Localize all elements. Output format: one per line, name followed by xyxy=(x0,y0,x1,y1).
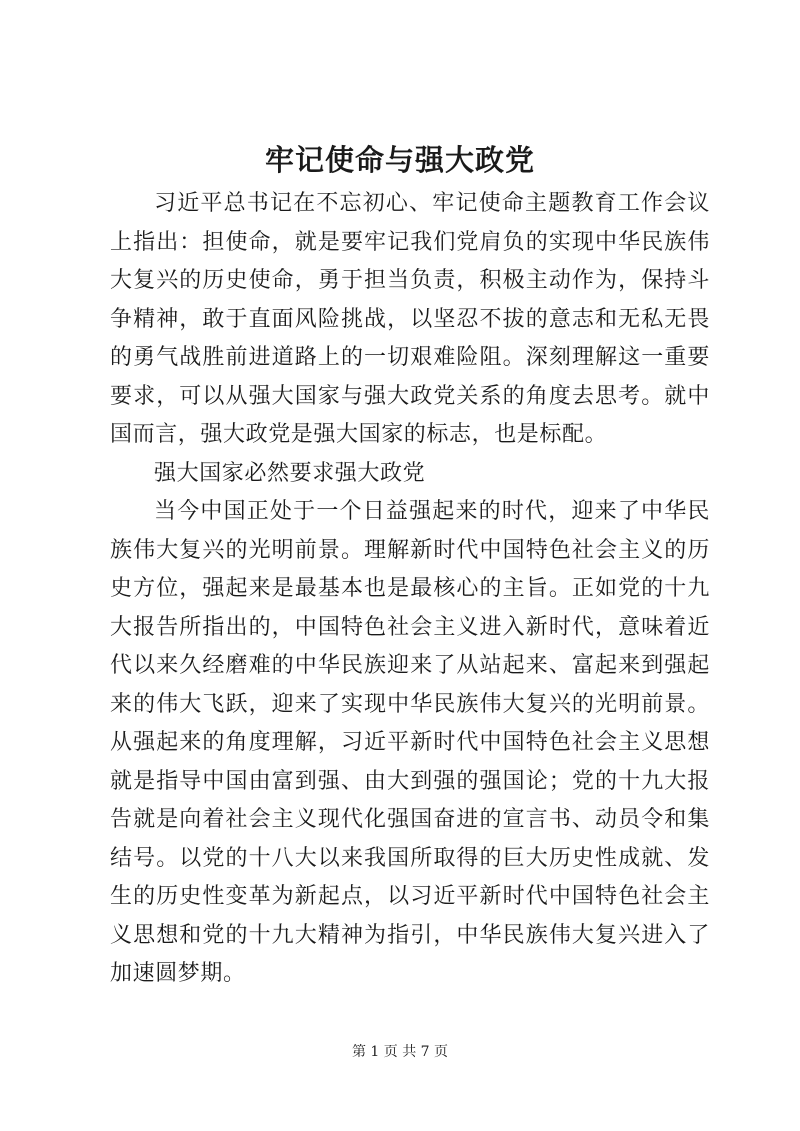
section-heading: 强大国家必然要求强大政党 xyxy=(154,460,426,486)
page-number-footer: 第 1 页 共 7 页 xyxy=(351,1044,449,1060)
paragraph-intro: 习近平总书记在不忘初心、牢记使命主题教育工作会议上指出：担使命，就是要牢记我们党肩负的实现中华民族伟大复兴的历史使命，勇于担当负责，积极主动作为，保持斗争精神，敢于直面风险挑战，以坚忍不拔的意志和无私无畏的勇气战胜前进道路上的一切艰难险阻。深刻理解这一重要要求，可以从强大国家与强大政党关系的角度去思考。就中国而言，强大政党是强大国家的标志，也是标配。 xyxy=(110,191,710,447)
paragraph-main: 当今中国正处于一个日益强起来的时代，迎来了中华民族伟大复兴的光明前景。理解新时代中国特色社会主义的历史方位，强起来是最基本也是最核心的主旨。正如党的十九大报告所指出的，中国特色社会主义进入新时代，意味着近代以来久经磨难的中华民族迎来了从站起来、富起来到强起来的伟大飞跃，迎来了实现中华民族伟大复兴的光明前景。从强起来的角度理解，习近平新时代中国特色社会主义思想就是指导中国由富到强、由大到强的强国论；党的十九大报告就是向着社会主义现代化强国奋进的宣言书、动员令和集结号。以党的十八大以来我国所取得的巨大历史性成就、发生的历史性变革为新起点，以习近平新时代中国特色社会主义思想和党的十九大精神为指引，中华民族伟大复兴进入了加速圆梦期。 xyxy=(110,499,710,986)
document-title: 牢记使命与强大政党 xyxy=(264,143,535,177)
document-body xyxy=(110,185,710,994)
